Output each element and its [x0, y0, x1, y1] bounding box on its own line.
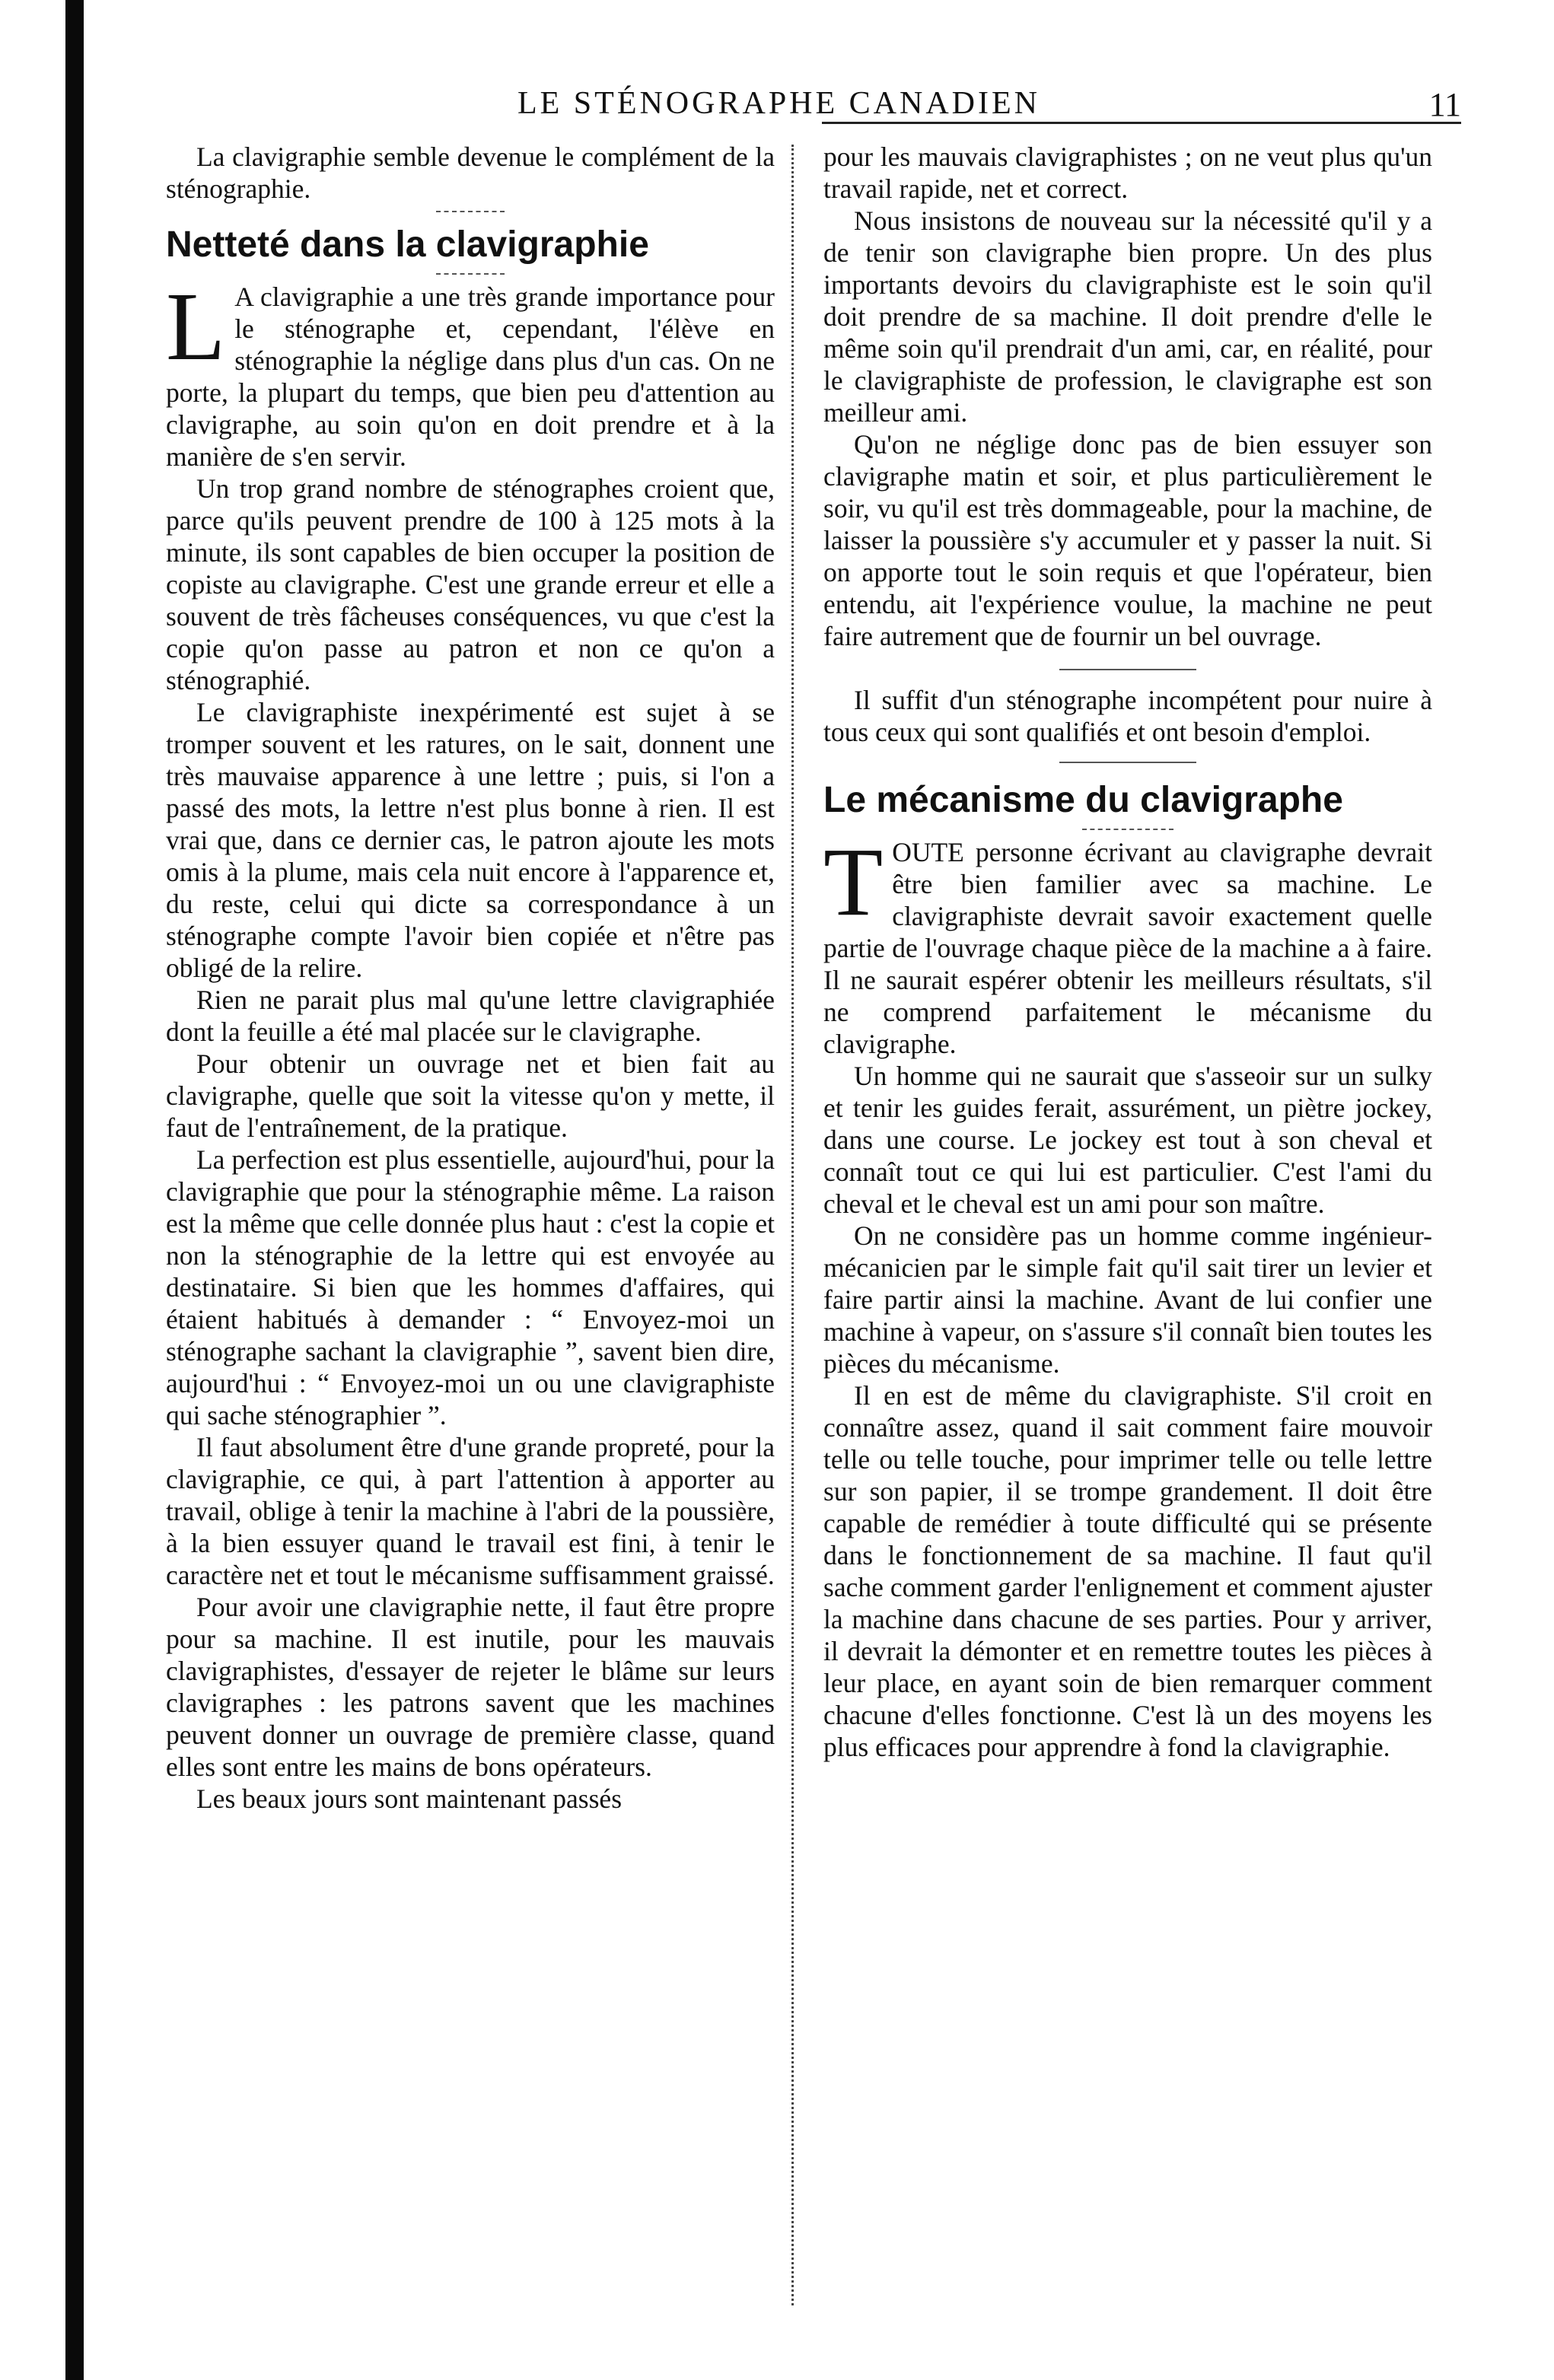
article-title: Le mécanisme du clavigraphe	[823, 780, 1343, 820]
note-paragraph: Il suffit d'un sténographe incompétent pour nuire à tous ceux qui sont qualifiés et ont besoin d'emploi.	[823, 685, 1432, 747]
intro-paragraph: La clavigraphie semble devenue le complément de la sténographie.	[166, 142, 775, 204]
drop-cap: L	[166, 272, 226, 380]
running-head: LE STÉNOGRAPHE CANADIEN	[517, 86, 1040, 121]
paragraph: A clavigraphie a une très grande importance pour le sténographe et, cependant, l'élève en sténographie la néglige dans plus d'un cas. On ne porte, la plupart du temps, que bien peu d'attention au clavigraphe, au soin qu'on en doit prendre et à la manière de s'en servir.	[166, 282, 775, 472]
page-header	[426, 85, 1461, 131]
paragraph: Nous insistons de nouveau sur la nécessité qu'il y a de tenir son clavigraphe bien propre. Un des plus importants devoirs du clavigraphiste est le soin qu'il doit prendre de sa machine. Il doit prendre d'elle le même soin qu'il prendrait d'un ami, car, en réalité, pour le clavigraphiste de profession, le clavigraphe est son meilleur ami.	[823, 205, 1432, 428]
article-body	[823, 828, 1432, 1763]
paragraph: Rien ne parait plus mal qu'une lettre clavigraphiée dont la feuille a été mal placée sur le clavigraphe.	[166, 985, 775, 1047]
right-column	[823, 141, 1432, 2332]
header-rule	[822, 122, 1461, 124]
paragraph: Un trop grand nombre de sténographes croient que, parce qu'ils peuvent prendre de 100 à 125 mots à la minute, ils sont capables de bien occuper la position de copiste au clavigraphe. C'est une grande erreur et elle a souvent de très fâcheuses conséquences, vu que c'est la copie qu'on passe au patron et non ce qu'on a sténographié.	[166, 473, 775, 695]
paragraph: Un homme qui ne saurait que s'asseoir sur un sulky et tenir les guides ferait, assurément, un piètre jockey, dans une course. Le jockey est tout à son cheval et connaît tout ce qui lui est particulier. C'est l'ami du cheval et le cheval est un ami pour son maître.	[823, 1061, 1432, 1219]
article-body	[166, 272, 775, 1815]
paragraph: Il en est de même du clavigraphiste. S'il croit en connaître assez, quand il sait comment faire mouvoir telle ou telle touche, pour imprimer telle ou telle lettre sur son papier, il se trompe grandement. Il doit être capable de remédier à toute difficulté qui se présente dans le fonctionnement de sa machine. Il faut qu'il sache comment garder l'enlignement et comment ajuster la machine dans chacune de ses parties. Pour y arriver, il devrait la démonter et en remettre toutes les pièces à leur place, en ayant soin de bien remarquer comment chacune d'elles fonctionne. C'est là un des moyens les plus efficaces pour apprendre à fond la clavigraphie.	[823, 1380, 1432, 1762]
separator	[1082, 829, 1173, 830]
separator	[1059, 762, 1196, 763]
paragraph: Il faut absolument être d'une grande propreté, pour la clavigraphie, ce qui, à part l'attention à apporter au travail, oblige à tenir la machine à l'abri de la poussière, à la bien essuyer quand le travail est fini, à tenir le caractère net et tout le mécanisme suffisamment graissé.	[166, 1432, 775, 1590]
paragraph: Pour obtenir un ouvrage net et bien fait au clavigraphe, quelle que soit la vitesse qu'on y mette, il faut de l'entraînement, de la pratique.	[166, 1048, 775, 1143]
paragraph: Le clavigraphiste inexpérimenté est sujet à se tromper souvent et les ratures, on le sait, donnent une très mauvaise apparence à une lettre ; puis, si l'on a passé des mots, la lettre n'est plus bonne à rien. Il est vrai que, dans ce dernier cas, le patron ajoute les mots omis à la plume, mais cela nuit encore à l'apparence et, du reste, celui qui dicte sa correspondance à un sténographe compte l'avoir bien copiée et n'être pas obligé de la relire.	[166, 697, 775, 983]
drop-cap: T	[823, 828, 884, 936]
column-divider	[791, 145, 794, 2305]
paragraph: Pour avoir une clavigraphie nette, il faut être propre pour sa machine. Il est inutile, pour les mauvais clavigraphistes, d'essayer de rejeter le blâme sur leurs clavigraphes : les patrons savent que les machines peuvent donner un ouvrage de première classe, quand elles sont entre les mains de bons opérateurs.	[166, 1592, 775, 1782]
continued-paragraph: pour les mauvais clavigraphistes ; on ne veut plus qu'un travail rapide, net et correct.	[823, 142, 1432, 204]
paragraph: Qu'on ne néglige donc pas de bien essuyer son clavigraphe matin et soir, et plus particulièrement le soir, vu qu'il est très dommageable, pour la machine, de laisser la poussière s'y accumuler et y passer la nuit. Si on apporte tout le soin requis et que l'opérateur, bien entendu, ait l'expérience voulue, la machine ne peut faire autrement que de fournir un bel ouvrage.	[823, 429, 1432, 651]
separator	[1059, 669, 1196, 670]
paragraph: La perfection est plus essentielle, aujourd'hui, pour la clavigraphie que pour la sténographie même. La raison est la même que celle donnée plus haut : c'est la copie et non la sténographie de la lettre qui est envoyée au destinataire. Si bien que les hommes d'affaires, qui étaient habitués à demander : “ Envoyez-moi un sténographe sachant la clavigraphie ”, savent bien dire, aujourd'hui : “ Envoyez-moi un ou une clavigraphiste qui sache sténographier ”.	[166, 1144, 775, 1430]
page-spine	[65, 0, 84, 2380]
paragraph: OUTE personne écrivant au clavigraphe devrait être bien familier avec sa machine. Le clavigraphiste devrait savoir exactement quelle partie de l'ouvrage chaque pièce de la machine a à faire. Il ne saurait espérer obtenir les meilleurs résultats, s'il ne comprend parfaitement le mécanisme du clavigraphe.	[823, 837, 1432, 1059]
separator	[436, 273, 505, 275]
separator	[436, 211, 505, 212]
left-column	[166, 141, 775, 2332]
article-title: Netteté dans la clavigraphie	[166, 224, 649, 265]
page-number: 11	[1428, 86, 1461, 123]
paragraph: On ne considère pas un homme comme ingénieur-mécanicien par le simple fait qu'il sait tirer un levier et faire partir ainsi la machine. Avant de lui confier une machine à vapeur, on s'assure s'il connaît bien toutes les pièces du mécanisme.	[823, 1220, 1432, 1379]
paragraph: Les beaux jours sont maintenant passés	[196, 1783, 623, 1814]
